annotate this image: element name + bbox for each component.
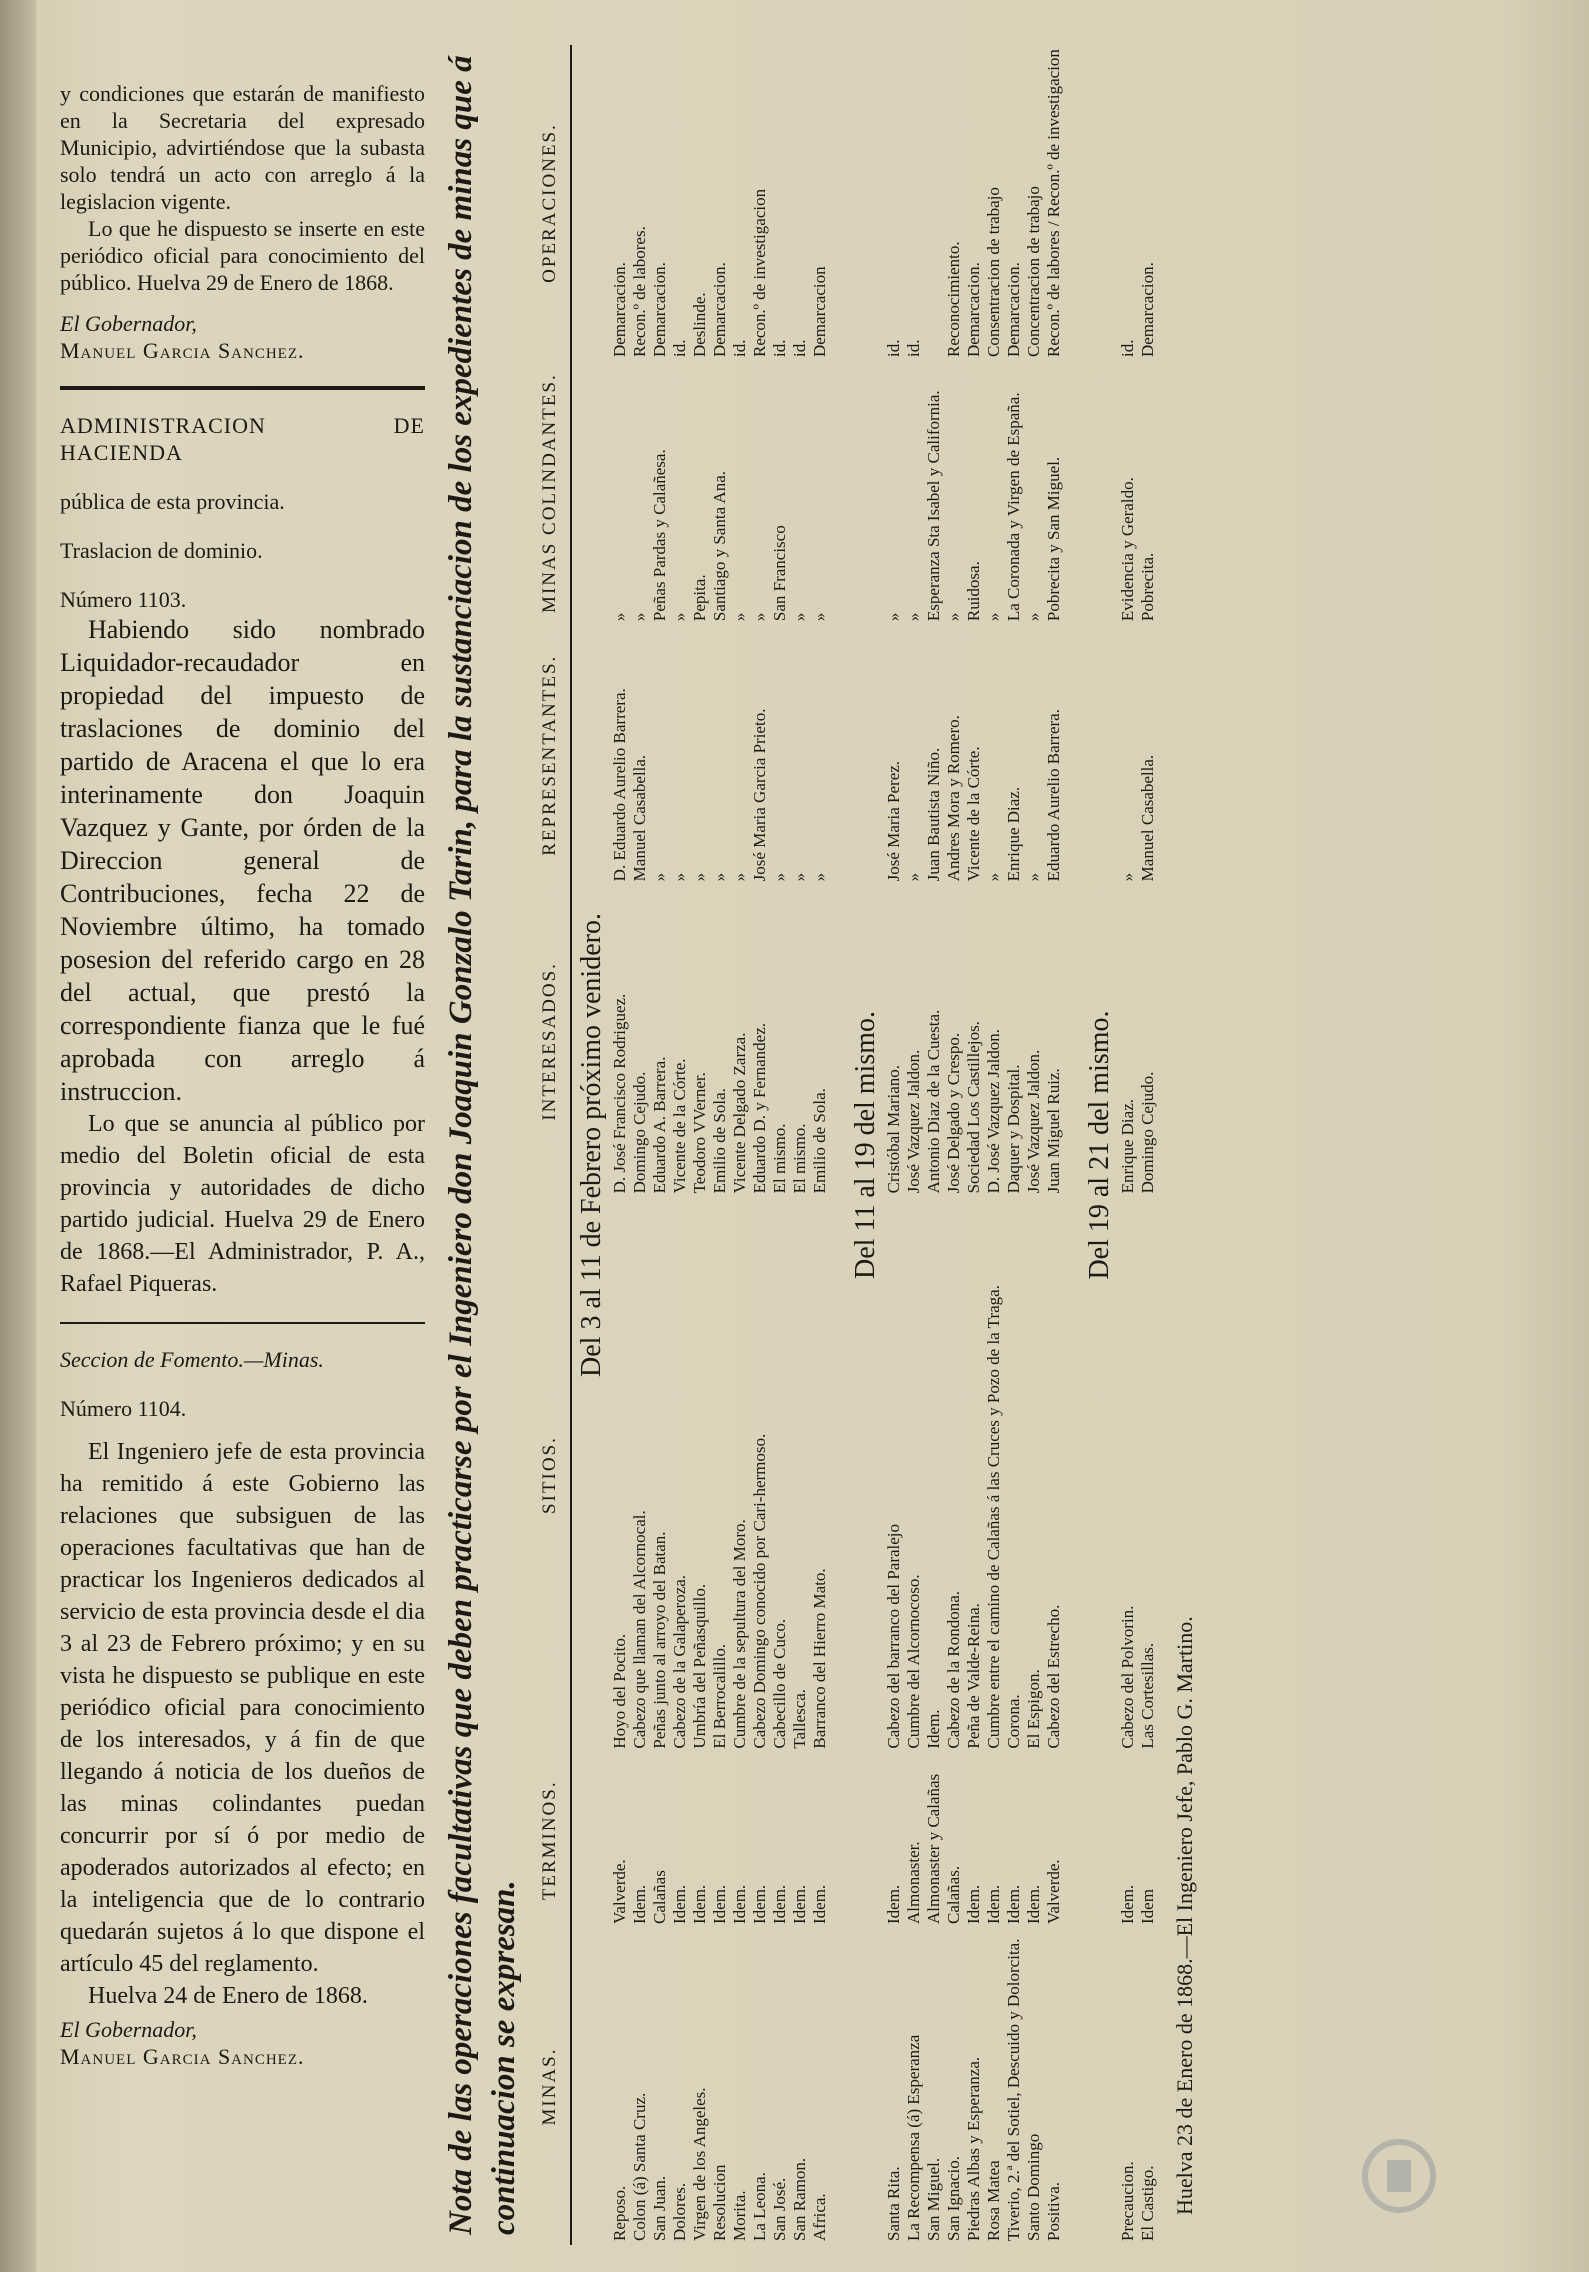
table-cell: Manuel Casabella. [1138,754,1157,882]
table-cell: Pobrecita. [1138,552,1157,622]
table-cell: Cabezo del barranco del Paralejo [884,1523,903,1749]
table-cell: Deslinde. [690,292,709,358]
table-cell: Peña de Valde-Reina. [964,1603,983,1749]
table-cell: Cabecillo de Cuco. [770,1618,789,1749]
table-row [964,45,984,2245]
group-spacer [830,45,846,2245]
group-heading-text: Del 11 al 19 del mismo. [850,1010,881,1280]
header-representantes: REPRESENTANTES. [534,625,571,885]
table-cell: José Vazquez Jaldon. [904,1049,923,1194]
spacer-cell [830,45,846,2245]
table-cell: » [1024,612,1043,622]
table-row [924,45,944,2245]
table-cell: Juan Bautista Niño. [924,747,943,882]
table-footer: Huelva 23 de Enero de 1868.—El Ingeniero Jefe, Pablo G. Martino. [1172,1616,1197,2215]
table-cell: » [670,612,689,622]
table-cell: Colon (á) Santa Cruz. [630,2092,649,2241]
table-header-row [534,45,571,2245]
table-cell: Hoyo del Pocito. [610,1633,629,1749]
table-cell: » [730,872,749,882]
table-cell: La Coronada y Virgen de España. [1004,392,1023,622]
table-cell: Demarcacion. [650,262,669,358]
table-cell: San Juan. [650,2175,669,2241]
notice-1104-body: El Ingeniero jefe de esta provincia ha remitido á este Gobierno las relaciones que subsiguen de las operaciones facultativas que han de practicar los Ingenieros dedicados al servicio de esta provincia desde el dia 3 al 23 de Febrero próximo; y en su vista he dispuesto se publique en este periódico oficial para conocimiento de los interesados, y á fin de que llegando á noticia de los dueños de las minas colindantes puedan concurrir por sí ó por medio de apoderados autorizados al efecto; en la inteligencia que de lo contrario quedarán sujetos á lo que dispone el artículo 45 del reglamento. [60,1439,425,1977]
table-cell: » [1024,872,1043,882]
table-body [571,45,1158,2245]
table-cell: Virgen de los Angeles. [690,2087,709,2241]
table-cell: » [690,872,709,882]
rotated-table-block [440,45,1550,2245]
table-cell: Almonaster. [904,1841,923,1924]
table-cell: » [730,612,749,622]
table-cell: José Maria Perez. [884,760,903,882]
table-cell: Eduardo Aurelio Barrera. [1044,709,1063,882]
table-cell: El Berrocalillo. [710,1643,729,1749]
table-row [730,45,750,2245]
table-cell: La Leona. [750,2172,769,2241]
header-minas-colindantes: MINAS COLINDANTES. [534,361,571,625]
table-cell: José Delgado y Crespo. [944,1032,963,1194]
table-cell: Cabezo del Estrecho. [1044,1604,1063,1749]
table-cell: Eduardo A. Barrera. [650,1056,669,1194]
table-cell: Idem. [1024,1884,1043,1924]
table-row [710,45,730,2245]
table-cell: Idem. [690,1884,709,1924]
table-cell: Idem. [924,1709,943,1749]
table-group-heading [846,45,884,2245]
table-cell: Idem. [810,1884,829,1924]
table-cell: Consentracion de trabajo [984,187,1003,358]
table-cell: El mismo. [770,1123,789,1194]
table-cell: Pobrecita y San Miguel. [1044,456,1063,622]
table-cell: San Francisco [770,525,789,622]
table-cell: » [984,872,1003,882]
table-row [1044,45,1064,2245]
table-cell: Ruidosa. [964,561,983,622]
table-cell: Cumbre del Alcornocoso. [904,1574,923,1749]
table-cell: Daquer y Dospital. [1004,1064,1023,1194]
table-cell: Recon.º de labores. [630,226,649,358]
table-cell: Tiverio, 2.ª del Sotiel, Descuido y Dolorcita. [1004,1938,1023,2241]
table-row [884,45,904,2245]
notice-1103-closing: Lo que se anuncia al público por medio del Boletin oficial de esta provincia y autoridades de dicho partido judicial. Huelva 29 de Enero de 1868.—El Administrador, P. A., Rafael Piqueras. [60,1111,425,1297]
table-cell: Demarcacion. [710,262,729,358]
table-cell: Reposo. [610,2185,629,2241]
table-cell: Pepita. [690,574,709,622]
spacer-cell [1064,45,1080,2245]
table-cell: Valverde. [610,1859,629,1924]
table-cell: Cumbre entre el camino de Calañas á las Cruces y Pozo de la Traga. [984,1285,1003,1749]
table-cell: Reconocimiento. [944,241,963,358]
table-row [984,45,1004,2245]
table-cell: Idem. [750,1884,769,1924]
table-cell: » [670,872,689,882]
table-cell: Calañas. [944,1865,963,1924]
table-cell: Corona. [1004,1694,1023,1749]
table-row [904,45,924,2245]
table-cell: Cabezo que llaman del Alcornocal. [630,1510,649,1749]
table-cell: Cabezo Domingo conocido por Cari-hermoso. [750,1433,769,1749]
table-cell: id. [670,339,689,358]
table-row [750,45,770,2245]
table-cell: Idem. [730,1884,749,1924]
table-cell: Umbría del Peñasquillo. [690,1583,709,1749]
table-cell: Demarcacion. [964,262,983,358]
table-cell: Teodoro VVerner. [690,1072,709,1194]
group-spacer [1064,45,1080,2245]
table-cell: Vicente de la Córte. [964,746,983,882]
table-cell: San Miguel. [924,2157,943,2241]
table-row [650,45,670,2245]
table-row [690,45,710,2245]
table-cell: Vicente Delgado Zarza. [730,1032,749,1194]
notice-1103-body: Habiendo sido nombrado Liquidador-recaudador en propiedad del impuesto de traslaciones de dominio del partido de Aracena el que lo era interinamente don Joaquin Vazquez y Gante, por órden de la Direccion general de Contribuciones, fecha 22 de Noviembre último, ha tomado posesion del referido cargo en 28 del actual, que prestó la correspondiente fianza que le fué aprobada con arreglo á instruccion. [60,615,425,1106]
table-cell: » [944,612,963,622]
table-cell: id. [770,339,789,358]
table-cell: Cabezo de la Rondona. [944,1590,963,1749]
admin-heading: ADMINISTRACION DE HACIENDA [60,413,425,465]
table-cell: id. [790,339,809,358]
table-cell: » [984,612,1003,622]
table-cell: Idem. [790,1884,809,1924]
table-cell: Sociedad Los Castillejos. [964,1021,983,1194]
table-cell: Enrique Diaz. [1004,786,1023,882]
table-cell: Almonaster y Calañas [924,1773,943,1924]
table-cell: Concentracion de trabajo [1024,186,1043,358]
table-cell: » [884,612,903,622]
table-row [790,45,810,2245]
table-cell: id. [904,339,923,358]
table-cell: José Vazquez Jaldon. [1024,1049,1043,1194]
table-cell: » [770,872,789,882]
table-cell: » [810,872,829,882]
left-column [60,80,425,2070]
admin-subheading: pública de esta provincia. [60,489,285,514]
table-cell: Recon.º de labores / Recon.º de investigacion [1044,49,1063,358]
table-cell: Esperanza Sta Isabel y California. [924,390,943,622]
table-cell: Evidencia y Geraldo. [1118,477,1137,622]
table-cell: Positiva. [1044,2181,1063,2241]
signature-title-1: El Gobernador, [60,311,197,336]
table-cell: Idem. [1004,1884,1023,1924]
table-cell: Precaucion. [1118,2161,1137,2241]
table-cell: Andres Mora y Romero. [944,715,963,882]
table-row [630,45,650,2245]
table-cell: Valverde. [1044,1859,1063,1924]
table-row [944,45,964,2245]
header-operaciones: OPERACIONES. [534,45,571,361]
table-cell: » [810,612,829,622]
table-cell: Idem. [770,1884,789,1924]
table-cell: Santiago y Santa Ana. [710,470,729,622]
table-cell: Vicente de la Córte. [670,1058,689,1194]
table-cell: Idem. [884,1884,903,1924]
table-cell: Calañas [650,1870,669,1924]
table-cell: id. [1118,339,1137,358]
table-cell: José Maria Garcia Prieto. [750,708,769,882]
table-cell: D. Eduardo Aurelio Barrera. [610,688,629,882]
notice-number-1104: Número 1104. [60,1396,187,1421]
table-row [770,45,790,2245]
header-sitios: SITIOS. [534,1197,571,1752]
header-interesados: INTERESADOS. [534,885,571,1197]
archive-seal-watermark [1359,2116,1559,2266]
notice-1104-date: Huelva 24 de Enero de 1868. [88,1983,368,2009]
section-divider [60,386,425,390]
table-cell: Peñas junto al arroyo del Batan. [650,1531,669,1749]
table-cell: Idem. [670,1884,689,1924]
header-terminos: TERMINOS. [534,1753,571,1928]
table-cell: Domingo Cejudo. [1138,1071,1157,1194]
table-cell: Domingo Cejudo. [630,1071,649,1194]
signature-name-1: Manuel Garcia Sanchez. [60,338,305,363]
header-minas: MINAS. [534,1928,571,2245]
table-cell: Demarcacion [810,266,829,358]
table-cell: » [750,612,769,622]
table-cell: Tallesca. [790,1688,809,1749]
table-cell: San Ignacio. [944,2156,963,2241]
table-cell: El Espigon. [1024,1669,1043,1749]
table-cell: » [790,872,809,882]
table-cell: » [904,872,923,882]
table-cell: » [904,612,923,622]
table-cell: » [650,872,669,882]
table-row [670,45,690,2245]
table-cell: D. José Francisco Rodriguez. [610,993,629,1194]
table-cell: Dolores. [670,2182,689,2241]
admin-topic: Traslacion de dominio. [60,538,263,563]
table-cell: » [630,612,649,622]
table-cell: Idem [1138,1889,1157,1924]
table-row [1118,45,1138,2245]
table-group-heading [1080,45,1118,2245]
notice-number-1103: Número 1103. [60,587,187,612]
table-cell [924,45,944,361]
table-cell: Demarcacion. [1004,262,1023,358]
table-cell: San José. [770,2177,789,2241]
table-cell: La Recompensa (á) Esperanza [904,2034,923,2241]
table-row [810,45,830,2245]
table-cell: Piedras Albas y Esperanza. [964,2056,983,2241]
table-cell: D. José Vazquez Jaldon. [984,1028,1003,1194]
table-cell: Peñas Pardas y Calañesa. [650,449,669,622]
table-cell: Eduardo D. y Fernandez. [750,1022,769,1194]
table-cell: Emilio de Sola. [810,1088,829,1194]
operations-table [534,45,1158,2245]
table-cell: Idem. [984,1884,1003,1924]
table-cell: » [710,872,729,882]
table-title: Nota de las operaciones facultativas que deben practicarse por el Ingeniero don Joaquin Gonzalo Tarin, para la sustanciacion de los expedientes de minas que á continuacion se expresan. [443,55,522,2235]
table-cell: Cabezo del Polvorin. [1118,1605,1137,1749]
table-cell: El mismo. [790,1123,809,1194]
table-cell: Santo Domingo [1024,2133,1043,2241]
table-cell: Resolucion [710,2164,729,2241]
table-cell: » [1118,872,1137,882]
table-cell: San Ramon. [790,2157,809,2241]
table-row [610,45,630,2245]
group-heading-text: Del 19 al 21 del mismo. [1084,1010,1115,1280]
table-cell: El Castigo. [1138,2165,1157,2241]
section-divider-2 [60,1322,425,1324]
table-cell: Cumbre de la sepultura del Moro. [730,1519,749,1749]
signature-name-2: Manuel Garcia Sanchez. [60,2044,305,2069]
table-cell: Idem. [1118,1884,1137,1924]
table-cell: Antonio Diaz de la Cuesta. [924,1009,943,1194]
table-cell: » [610,612,629,622]
table-cell: Manuel Casabella. [630,754,649,882]
table-cell: Demarcacion. [1138,262,1157,358]
signature-title-2: El Gobernador, [60,2017,197,2042]
table-cell: Africa. [810,2193,829,2241]
table-group-heading [571,45,610,2245]
table-cell: Rosa Matea [984,2160,1003,2241]
binding-edge [0,0,36,2272]
table-cell: Idem. [710,1884,729,1924]
table-cell: Las Cortesillas. [1138,1642,1157,1749]
intro-paragraph-1: y condiciones que estarán de manifiesto en la Secretaria del expresado Municipio, advirtiéndose que la subasta solo tendrá un acto con arreglo á la legislacion vigente. [60,81,425,214]
table-cell: Demarcacion. [610,262,629,358]
table-cell: Idem. [630,1884,649,1924]
table-cell: id. [884,339,903,358]
table-row [1024,45,1044,2245]
table-cell: Morita. [730,2190,749,2241]
table-cell: Cabezo de la Galaperoza. [670,1574,689,1749]
table-cell: Juan Miguel Ruiz. [1044,1068,1063,1194]
group-heading-text: Del 3 al 11 de Febrero próximo venidero. [576,913,607,1377]
table-cell: » [790,612,809,622]
table-row [1138,45,1158,2245]
intro-paragraph-2: Lo que he dispuesto se inserte en este periódico oficial para conocimiento del público. Huelva 29 de Enero de 1868. [60,216,425,295]
table-cell: id. [730,339,749,358]
table-cell: Idem. [964,1884,983,1924]
table-cell: Recon.º de investigacion [750,188,769,358]
table-row [1004,45,1024,2245]
table-cell: Santa Rita. [884,2166,903,2241]
table-cell: Emilio de Sola. [710,1088,729,1194]
table-cell: Cristóbal Mariano. [884,1064,903,1194]
table-cell: Enrique Diaz. [1118,1099,1137,1194]
fomento-heading: Seccion de Fomento.—Minas. [60,1347,324,1372]
table-cell: Barranco del Hierro Mato. [810,1568,829,1749]
